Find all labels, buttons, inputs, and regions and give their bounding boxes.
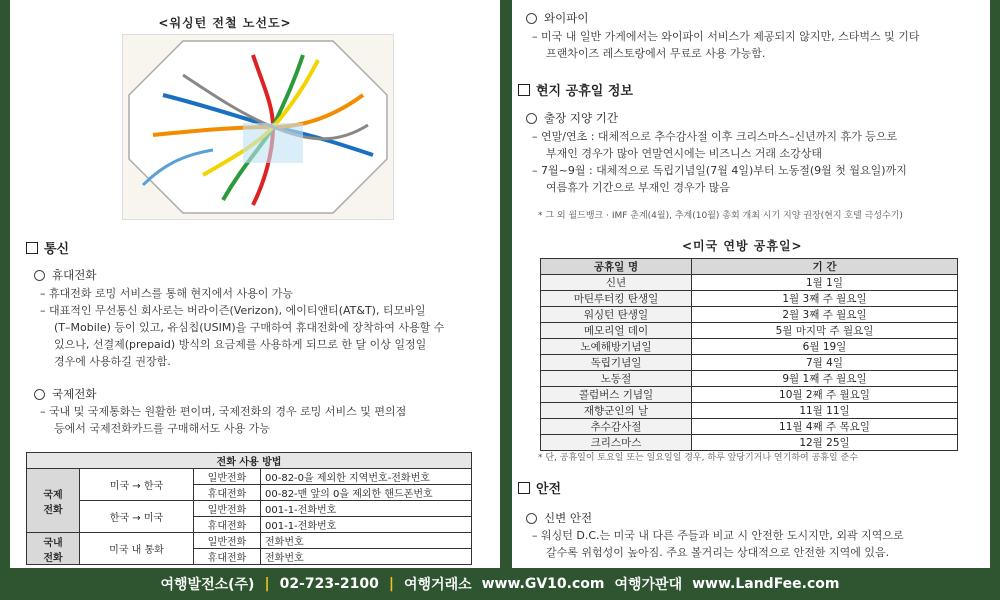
phone-method-cell: 001-1-전화번호: [261, 501, 472, 517]
right-column: [512, 0, 990, 568]
holiday-name: 추수감사절: [541, 419, 692, 435]
holiday-name: 노동절: [541, 371, 692, 387]
holiday-date: 11월 11일: [692, 403, 958, 419]
wifi-label: 와이파이: [544, 11, 589, 25]
checkbox-square-icon: [26, 242, 38, 254]
metro-map-image: [122, 34, 394, 220]
left-column: [10, 0, 500, 568]
mobile-line: 경우에 사용하길 권장함.: [54, 355, 171, 368]
intl-subheading: [34, 386, 96, 402]
holiday-name: 독립기념일: [541, 355, 692, 371]
circle-bullet-icon: [34, 270, 45, 281]
holiday-date: 10월 2째 주 월요일: [692, 387, 958, 403]
holiday-date: 5월 마지막 주 월요일: [692, 323, 958, 339]
domestic-label: 미국 내 통화: [80, 533, 194, 565]
checkbox-square-icon: [518, 84, 530, 96]
table-row: [541, 371, 958, 387]
phone-method-cell: 전화번호: [261, 549, 472, 565]
holiday-date: 12월 25일: [692, 435, 958, 451]
wifi-line: 프랜차이즈 레스토랑에서 무료로 사용 가능함.: [546, 47, 766, 60]
holiday-name: 노예해방기념일: [541, 339, 692, 355]
avoid-line: – 7월~9월 : 대체적으로 독립기념일(7월 4일)부터 노동절(9월 첫 월요일)까지: [532, 164, 907, 177]
holiday-col-name: 공휴일 명: [541, 259, 692, 275]
avoid-line: 부재인 경우가 많아 연말연시에는 비즈니스 거래 소강상태: [546, 147, 823, 160]
holiday-date: 1월 1일: [692, 275, 958, 291]
holiday-name: 신년: [541, 275, 692, 291]
holiday-name: 마틴루터킹 탄생일: [541, 291, 692, 307]
safety-heading: [518, 478, 561, 497]
comm-heading-text: 통신: [44, 242, 70, 257]
mobile-line: – 대표적인 무선통신 회사로는 버라이즌(Verizon), 에이티앤티(AT&T), 티모바일: [40, 304, 426, 317]
table-row: [541, 419, 958, 435]
avoid-period-subheading: [526, 110, 618, 126]
safety-line: – 워싱턴 D.C.는 미국 내 다른 주들과 비교 시 안전한 도시지만, 외곽 지역으로: [532, 529, 904, 542]
intl-call-label: 국제 전화: [27, 469, 80, 533]
mobile-line: (T–Mobile) 등이 있고, 유심칩(USIM)을 구매하여 휴대전화에 장착하여 사용할 수: [54, 321, 445, 334]
holiday-date: 6월 19일: [692, 339, 958, 355]
general-phone-label: 일반전화: [194, 533, 261, 549]
holiday-date: 7월 4일: [692, 355, 958, 371]
table-row: [541, 435, 958, 451]
circle-bullet-icon: [526, 13, 537, 24]
phone-method-cell: 전화번호: [261, 533, 472, 549]
intl-text: [40, 403, 495, 437]
table-row: [541, 355, 958, 371]
column-divider: [500, 0, 512, 568]
holiday-name: 크리스마스: [541, 435, 692, 451]
circle-bullet-icon: [526, 513, 537, 524]
footer-bar: [0, 568, 1000, 600]
footer-phone: 02-723-2100: [279, 576, 379, 592]
table-row: [541, 387, 958, 403]
avoid-period-text: [532, 128, 992, 196]
mobile-line: 있으나, 선결제(prepaid) 방식의 요금제를 사용하게 되므로 한 달 이상 일정일: [54, 338, 427, 351]
holiday-name: 워싱턴 탄생일: [541, 307, 692, 323]
footer-site-gv10[interactable]: www.GV10.com: [481, 576, 605, 592]
cell-phone-label: 휴대전화: [194, 485, 261, 501]
mobile-label: 휴대전화: [52, 268, 97, 282]
holiday-table-title: <미국 연방 공휴일>: [682, 239, 803, 253]
holiday-name: 메모리얼 데이: [541, 323, 692, 339]
comm-heading: [26, 238, 69, 257]
metro-map-title: <워싱턴 전철 노선도>: [158, 16, 292, 30]
us-to-kr-label: 미국 → 한국: [80, 469, 194, 501]
wifi-text: [532, 28, 987, 62]
holiday-date: 1월 3째 주 월요일: [692, 291, 958, 307]
mobile-line: – 휴대전화 로밍 서비스를 통해 현지에서 사용이 가능: [40, 287, 294, 300]
wifi-subheading: [526, 10, 588, 26]
holiday-table: [540, 258, 958, 451]
general-phone-label: 일반전화: [194, 501, 261, 517]
table-row: [541, 403, 958, 419]
holiday-date: 2월 3째 주 월요일: [692, 307, 958, 323]
cell-phone-label: 휴대전화: [194, 517, 261, 533]
kr-to-us-label: 한국 → 미국: [80, 501, 194, 533]
footer-separator: |: [388, 576, 394, 592]
footer-separator: |: [264, 576, 270, 592]
holiday-heading-text: 현지 공휴일 정보: [536, 84, 633, 99]
phone-usage-table: [26, 452, 472, 565]
holiday-col-date: 기 간: [692, 259, 958, 275]
intl-label: 국제전화: [52, 387, 97, 401]
avoid-period-label: 출장 지양 기간: [544, 111, 618, 125]
wifi-line: – 미국 내 일반 가게에서는 와이파이 서비스가 제공되지 않지만, 스타벅스 및 기타: [532, 30, 920, 43]
mobile-text: [40, 285, 495, 370]
table-row: [541, 323, 958, 339]
table-row: [541, 339, 958, 355]
holiday-heading: [518, 80, 633, 99]
holiday-date: 9월 1째 주 월요일: [692, 371, 958, 387]
avoid-period-note: * 그 외 월드뱅크 · IMF 춘계(4월), 추계(10월) 총회 개최 시기 지양 권장(현지 호텔 극성수기): [538, 211, 903, 221]
footer-agency: 여행거래소: [404, 577, 472, 593]
phone-method-cell: 00-82-0을 제외한 지역번호-전화번호: [261, 469, 472, 485]
intl-line: 등에서 국제전화카드를 구매해서도 사용 가능: [54, 422, 270, 435]
safety-heading-text: 안전: [536, 482, 562, 497]
phone-method-cell: 00-82-맨 앞의 0을 제외한 핸드폰번호: [261, 485, 472, 501]
intl-line: – 국내 및 국제통화는 원활한 편이며, 국제전화의 경우 로밍 서비스 및 편의점: [40, 405, 407, 418]
table-row: [541, 291, 958, 307]
table-row: [541, 275, 958, 291]
holiday-name: 재향군인의 날: [541, 403, 692, 419]
holiday-date: 11월 4째 주 목요일: [692, 419, 958, 435]
document-page: [10, 0, 990, 568]
personal-safety-subheading: [526, 510, 592, 526]
avoid-line: 여름휴가 기간으로 부재인 경우가 많음: [546, 181, 731, 194]
footer-company: 여행발전소(주): [160, 577, 255, 593]
cell-phone-label: 휴대전화: [194, 549, 261, 565]
general-phone-label: 일반전화: [194, 469, 261, 485]
personal-safety-label: 신변 안전: [544, 511, 593, 525]
footer-site-landfee[interactable]: www.LandFee.com: [692, 576, 840, 592]
table-row: [541, 307, 958, 323]
holiday-name: 콜럼버스 기념일: [541, 387, 692, 403]
circle-bullet-icon: [526, 113, 537, 124]
holiday-table-note: * 단, 공휴일이 토요일 또는 일요일일 경우, 하루 앞당기거나 연기하여 공휴일 준수: [538, 453, 858, 463]
checkbox-square-icon: [518, 482, 530, 494]
safety-line: 갈수록 위험성이 높아짐. 주요 볼거리는 상대적으로 안전한 지역에 있음.: [546, 546, 890, 559]
avoid-line: – 연말/연초 : 대체적으로 추수감사절 이후 크리스마스–신년까지 휴가 등으로: [532, 130, 898, 143]
phone-table-title: 전화 사용 방법: [27, 453, 472, 469]
phone-method-cell: 001-1-전화번호: [261, 517, 472, 533]
safety-text: [532, 527, 992, 561]
mobile-subheading: [34, 267, 96, 283]
domestic-call-label: 국내 전화: [27, 533, 80, 565]
footer-market: 여행가판대: [614, 577, 683, 593]
circle-bullet-icon: [34, 389, 45, 400]
